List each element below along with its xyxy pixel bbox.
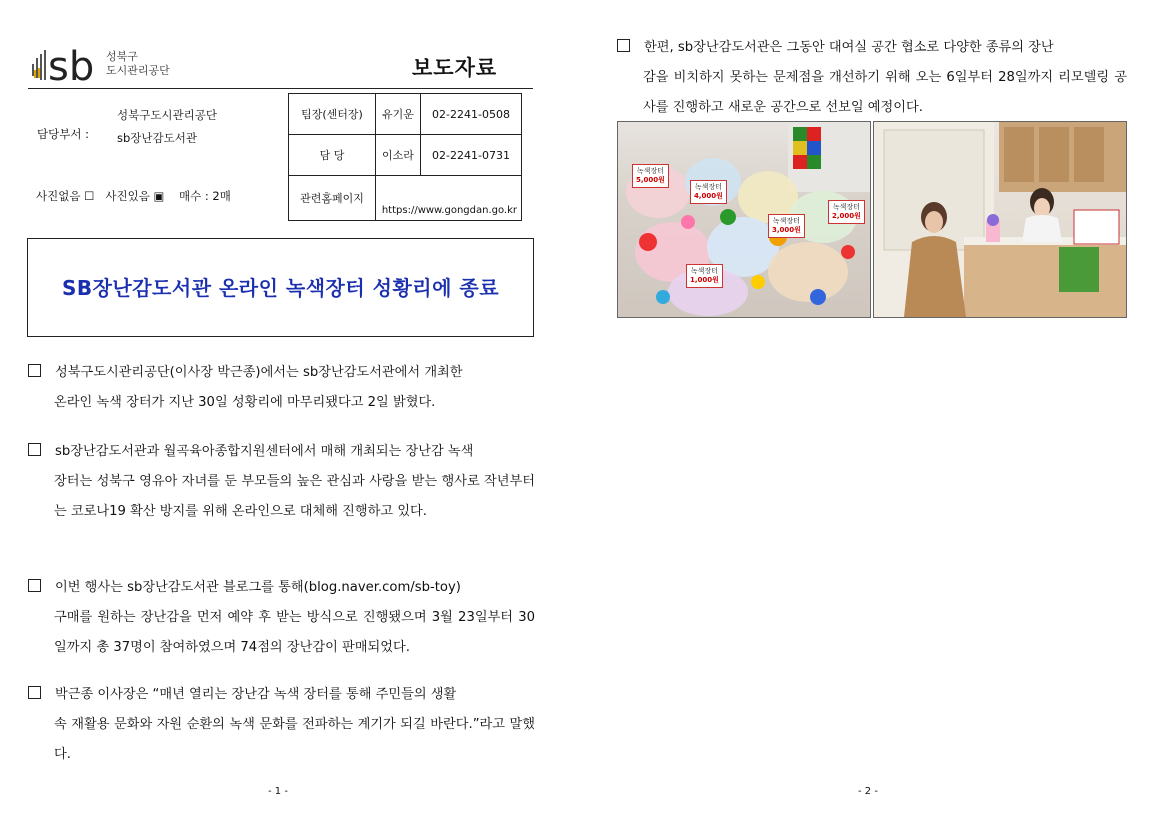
contact-row bbox=[289, 135, 522, 176]
price-tag-label: 녹색장터 bbox=[694, 183, 722, 191]
contact-name: 유기운 bbox=[376, 94, 421, 135]
price-tag-label: 녹색장터 bbox=[690, 267, 718, 275]
headline-box bbox=[27, 238, 534, 337]
price-tag-label: 녹색장터 bbox=[636, 167, 664, 175]
contact-table bbox=[288, 93, 522, 221]
pages-value: 2매 bbox=[212, 189, 231, 203]
paragraph bbox=[617, 33, 1127, 123]
price-tag bbox=[768, 214, 805, 238]
page-number: - 1 - bbox=[268, 786, 288, 797]
paragraph-text: 구매를 원하는 장난감을 먼저 예약 후 받는 방식으로 진행됐으며 3월 23일부터 30일까지 총 37명이 참여하였으며 74점의 장난감이 판매되었다. bbox=[54, 610, 535, 655]
contact-row bbox=[289, 94, 522, 135]
paragraph-line: 이번 행사는 sb장난감도서관 블로그를 통해(blog.naver.com/sb-toy) bbox=[55, 580, 461, 595]
photo-info bbox=[36, 188, 231, 204]
price-tag bbox=[690, 180, 727, 204]
price-tag bbox=[828, 200, 865, 224]
toy-market-photo bbox=[617, 121, 871, 318]
bullet-box-icon bbox=[28, 364, 41, 377]
department-value-1: 성북구도시관리공단 bbox=[117, 108, 217, 122]
no-photo-label: 사진없음 bbox=[36, 189, 81, 203]
paragraph-line: sb장난감도서관과 월곡육아종합지원센터에서 매해 개최되는 장난감 녹색 bbox=[55, 444, 474, 459]
counter-scene-illustration bbox=[874, 122, 1126, 317]
paragraph-line: 성북구도시관리공단(이사장 박근종)에서는 sb장난감도서관에서 개최한 bbox=[55, 365, 463, 380]
headline: SB장난감도서관 온라인 녹색장터 성황리에 종료 bbox=[61, 276, 500, 300]
bullet-box-icon bbox=[617, 39, 630, 52]
paragraph-text: 온라인 녹색 장터가 지난 30일 성황리에 마무리됐다고 2일 밝혔다. bbox=[54, 395, 436, 410]
logo-text: sb bbox=[48, 44, 95, 86]
page-number: - 2 - bbox=[858, 786, 878, 797]
price-tag-price: 4,000원 bbox=[694, 192, 723, 200]
pages-label: 매수 : bbox=[178, 189, 209, 203]
price-tag-price: 2,000원 bbox=[832, 212, 861, 220]
paragraph bbox=[28, 573, 535, 663]
library-counter-photo bbox=[873, 121, 1127, 318]
department-value-2: sb장난감도서관 bbox=[117, 131, 197, 145]
department-label: 담당부서 : bbox=[37, 127, 89, 141]
paragraph-line: 한편, sb장난감도서관은 그동안 대여실 공간 협소로 다양한 종류의 장난 bbox=[644, 40, 1054, 55]
contact-phone: 02-2241-0508 bbox=[421, 94, 522, 135]
contact-role: 팀장(센터장) bbox=[289, 94, 376, 135]
paragraph-line: 박근종 이사장은 “매년 열리는 장난감 녹색 장터를 통해 주민들의 생활 bbox=[55, 687, 457, 702]
bullet-box-icon bbox=[28, 579, 41, 592]
contact-row bbox=[289, 176, 522, 221]
price-tag-price: 1,000원 bbox=[690, 276, 719, 284]
logo-org-name bbox=[106, 50, 170, 78]
bullet-box-icon bbox=[28, 686, 41, 699]
price-tag-price: 5,000원 bbox=[636, 176, 665, 184]
checkbox-filled-icon: ▣ bbox=[153, 189, 165, 203]
paragraph-text: 감을 비치하지 못하는 문제점을 개선하기 위해 오는 6일부터 28일까지 리모델링 공사를 진행하고 새로운 공간으로 선보일 예정이다. bbox=[643, 70, 1127, 115]
price-tag bbox=[632, 164, 669, 188]
logo-org-line1: 성북구 bbox=[106, 50, 138, 63]
header-divider bbox=[28, 88, 533, 89]
contact-role: 담 당 bbox=[289, 135, 376, 176]
paragraph bbox=[28, 680, 535, 770]
contact-phone: 02-2241-0731 bbox=[421, 135, 522, 176]
press-release-title: 보도자료 bbox=[412, 56, 498, 80]
price-tag-label: 녹색장터 bbox=[772, 217, 800, 225]
paragraph bbox=[28, 437, 535, 527]
checkbox-empty-icon: ☐ bbox=[84, 189, 95, 203]
homepage-link[interactable]: https://www.gongdan.go.kr bbox=[376, 176, 522, 221]
paragraph-text: 장터는 성북구 영유아 자녀를 둔 부모들의 높은 관심과 사랑을 받는 행사로 작년부터는 코로나19 확산 방지를 위해 온라인으로 대체해 진행하고 있다. bbox=[54, 474, 535, 519]
logo-org-line2: 도시관리공단 bbox=[106, 64, 170, 77]
paragraph-text: 속 재활용 문화와 자원 순환의 녹색 문화를 전파하는 계기가 되길 바란다.”라고 말했다. bbox=[54, 717, 535, 762]
photo-gallery bbox=[617, 121, 1127, 318]
bullet-box-icon bbox=[28, 443, 41, 456]
price-tag-label: 녹색장터 bbox=[832, 203, 860, 211]
price-tag bbox=[686, 264, 723, 288]
has-photo-label: 사진있음 bbox=[105, 189, 150, 203]
homepage-label: 관련홈페이지 bbox=[289, 176, 376, 221]
contact-name: 이소라 bbox=[376, 135, 421, 176]
price-tag-price: 3,000원 bbox=[772, 226, 801, 234]
organization-logo bbox=[30, 40, 180, 86]
paragraph bbox=[28, 358, 535, 418]
